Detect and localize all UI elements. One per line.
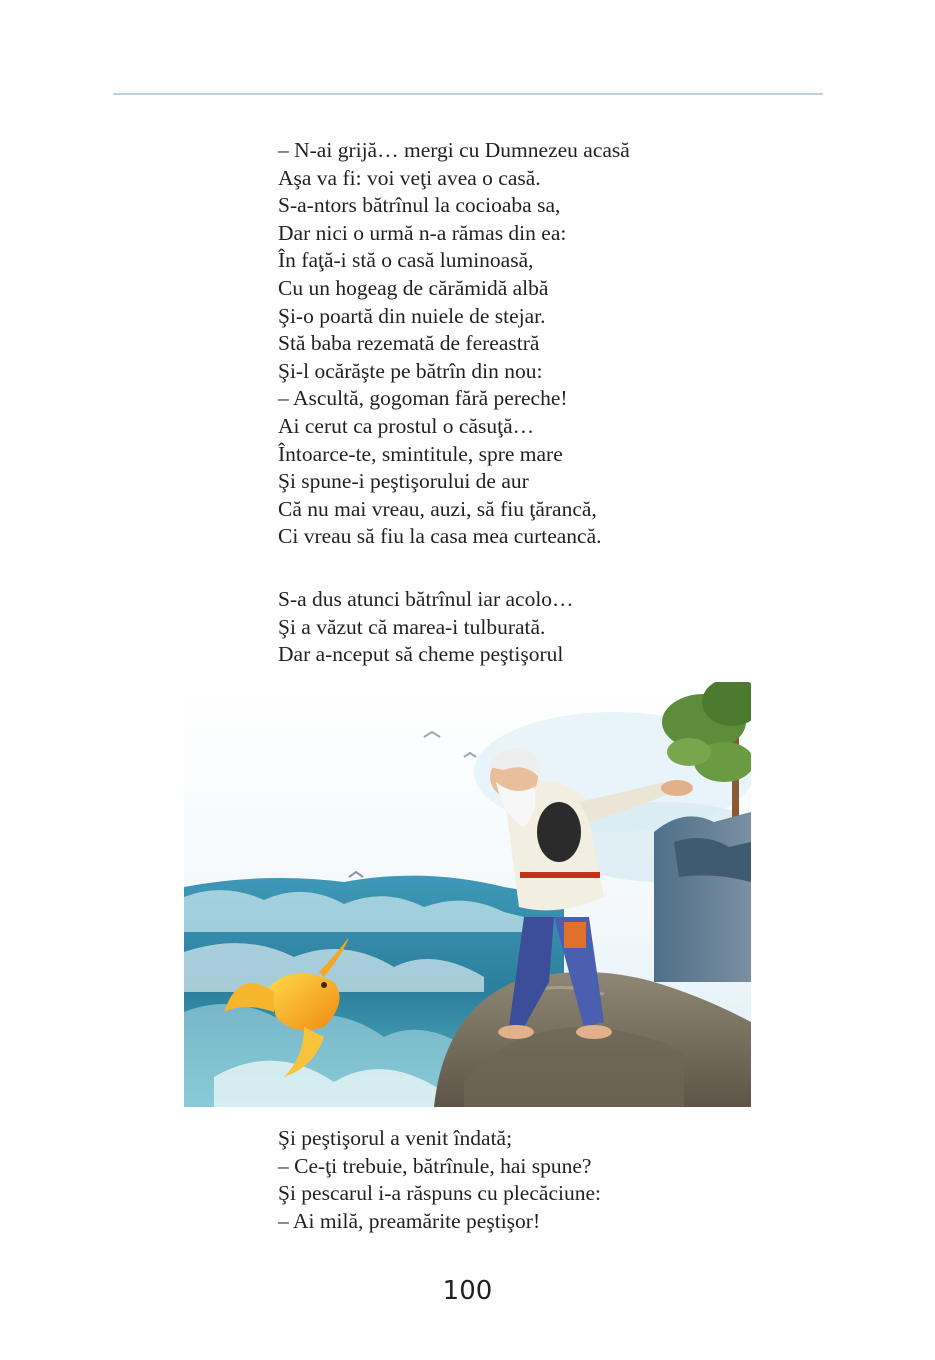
poem-line: În faţă-i stă o casă luminoasă, [278, 248, 534, 273]
poem-line: Stă baba rezemată de fereastră [278, 331, 540, 356]
poem-line: Dar a-nceput să cheme peştişorul [278, 642, 564, 667]
poem-line: – Ce-ţi trebuie, bătrînule, hai spune? [278, 1153, 592, 1178]
poem-line: Şi pescarul i-a răspuns cu plecăciune: [278, 1181, 601, 1206]
poem-line: Cu un hogeag de cărămidă albă [278, 275, 549, 300]
poem-stanza-1 [278, 137, 630, 551]
poem-stanza-2 [278, 586, 574, 669]
poem-line: Întoarce-te, smintitule, spre mare [278, 441, 563, 466]
header-rule [113, 93, 823, 95]
page-number: 100 [442, 1276, 493, 1306]
poem-line: Dar nici o urmă n-a rămas din ea: [278, 220, 567, 245]
poem-line: Aşa va fi: voi veţi avea o casă. [278, 165, 541, 190]
poem-line: Şi spune-i peştişorului de aur [278, 469, 529, 494]
poem-line: Că nu mai vreau, auzi, să fiu ţărancă, [278, 496, 597, 521]
poem-line: Şi peştişorul a venit îndată; [278, 1126, 513, 1150]
poem-line: S-a dus atunci bătrînul iar acolo… [278, 587, 574, 611]
illustration-old-man-and-golden-fish [184, 682, 751, 1107]
poem-line: Ai cerut ca prostul o căsuţă… [278, 413, 535, 438]
poem-line: – N-ai grijă… mergi cu Dumnezeu acasă [278, 138, 630, 162]
poem-line: Ci vreau să fiu la casa mea curteancă. [278, 524, 602, 549]
poem-stanza-3 [278, 1125, 601, 1235]
poem-line: S-a-ntors bătrînul la cocioaba sa, [278, 193, 561, 218]
poem-line: – Ai milă, preamărite peştişor! [278, 1208, 541, 1233]
poem-line: Şi-l ocărăşte pe bătrîn din nou: [278, 358, 543, 383]
poem-line: Şi a văzut că marea-i tulburată. [278, 614, 546, 639]
poem-line: Şi-o poartă din nuiele de stejar. [278, 303, 546, 328]
poem-line: – Ascultă, gogoman fără pereche! [278, 386, 568, 411]
